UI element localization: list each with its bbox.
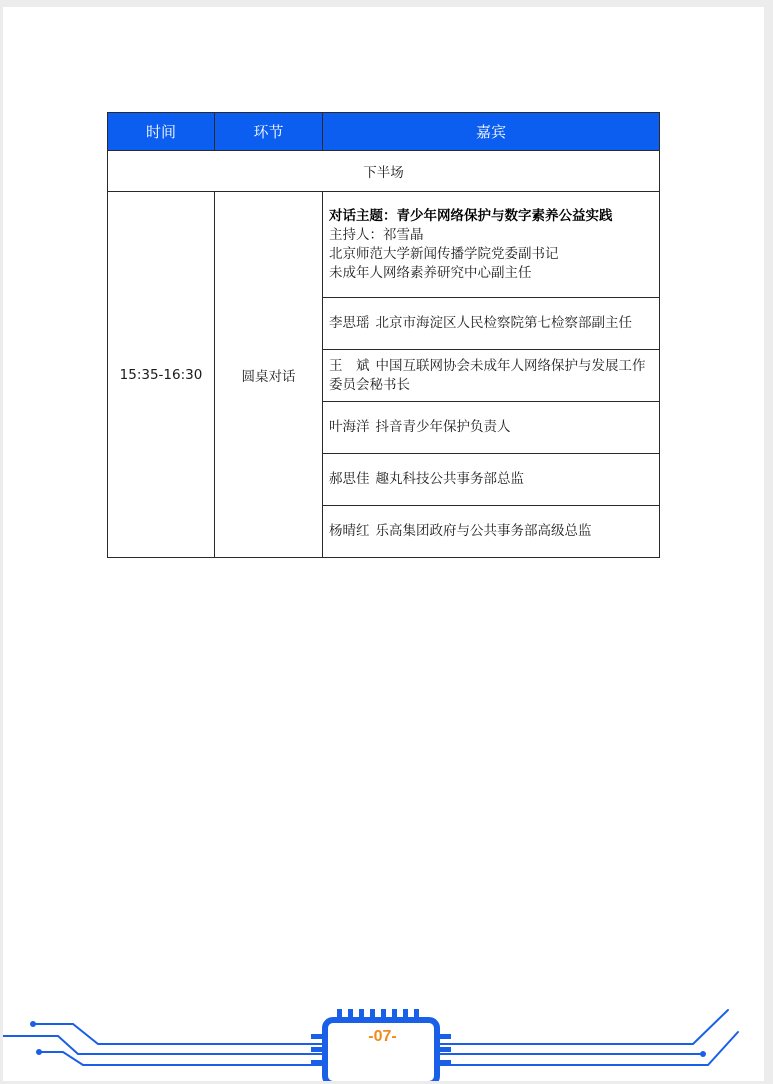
host-title-2: 未成年人网络素养研究中心副主任 — [329, 264, 532, 281]
guest-cell — [323, 506, 660, 558]
guest-name: 李思瑶 — [329, 315, 370, 331]
header-time: 时间 — [108, 113, 215, 151]
host-title-1: 北京师范大学新闻传播学院党委副书记 — [329, 245, 559, 262]
guest-title: 抖音青少年保护负责人 — [375, 419, 511, 435]
topic-title: 对话主题：青少年网络保护与数字素养公益实践 — [329, 207, 613, 224]
guest-cell — [323, 350, 660, 402]
page-footer — [3, 992, 764, 1081]
host-name: 主持人：祁雪晶 — [329, 226, 424, 243]
page-number: -07- — [368, 1028, 397, 1045]
guest-title: 中国互联网协会未成年人网络保护与发展工作委员会秘书长 — [329, 357, 646, 393]
header-guests: 嘉宾 — [323, 113, 660, 151]
schedule-table — [107, 112, 660, 558]
document-page — [3, 7, 764, 1081]
section-row — [108, 151, 660, 192]
guest-title: 北京市海淀区人民检察院第七检察部副主任 — [375, 315, 632, 331]
guest-name: 杨晴红 — [329, 523, 370, 539]
section-title: 下半场 — [108, 151, 660, 192]
guest-name: 叶海洋 — [329, 419, 370, 435]
guest-name: 郝思佳 — [329, 471, 370, 487]
header-segment: 环节 — [215, 113, 323, 151]
guest-cell — [323, 454, 660, 506]
guest-title: 趣丸科技公共事务部总监 — [375, 471, 524, 487]
time-cell: 15:35-16:30 — [108, 192, 215, 558]
guest-cell — [323, 298, 660, 350]
guest-title: 乐高集团政府与公共事务部高级总监 — [375, 523, 592, 539]
table-header-row — [108, 113, 660, 151]
guest-name: 王 斌 — [329, 357, 370, 374]
topic-cell — [323, 192, 660, 298]
guest-cell — [323, 402, 660, 454]
table-row — [108, 192, 660, 298]
segment-cell: 圆桌对话 — [215, 192, 323, 558]
